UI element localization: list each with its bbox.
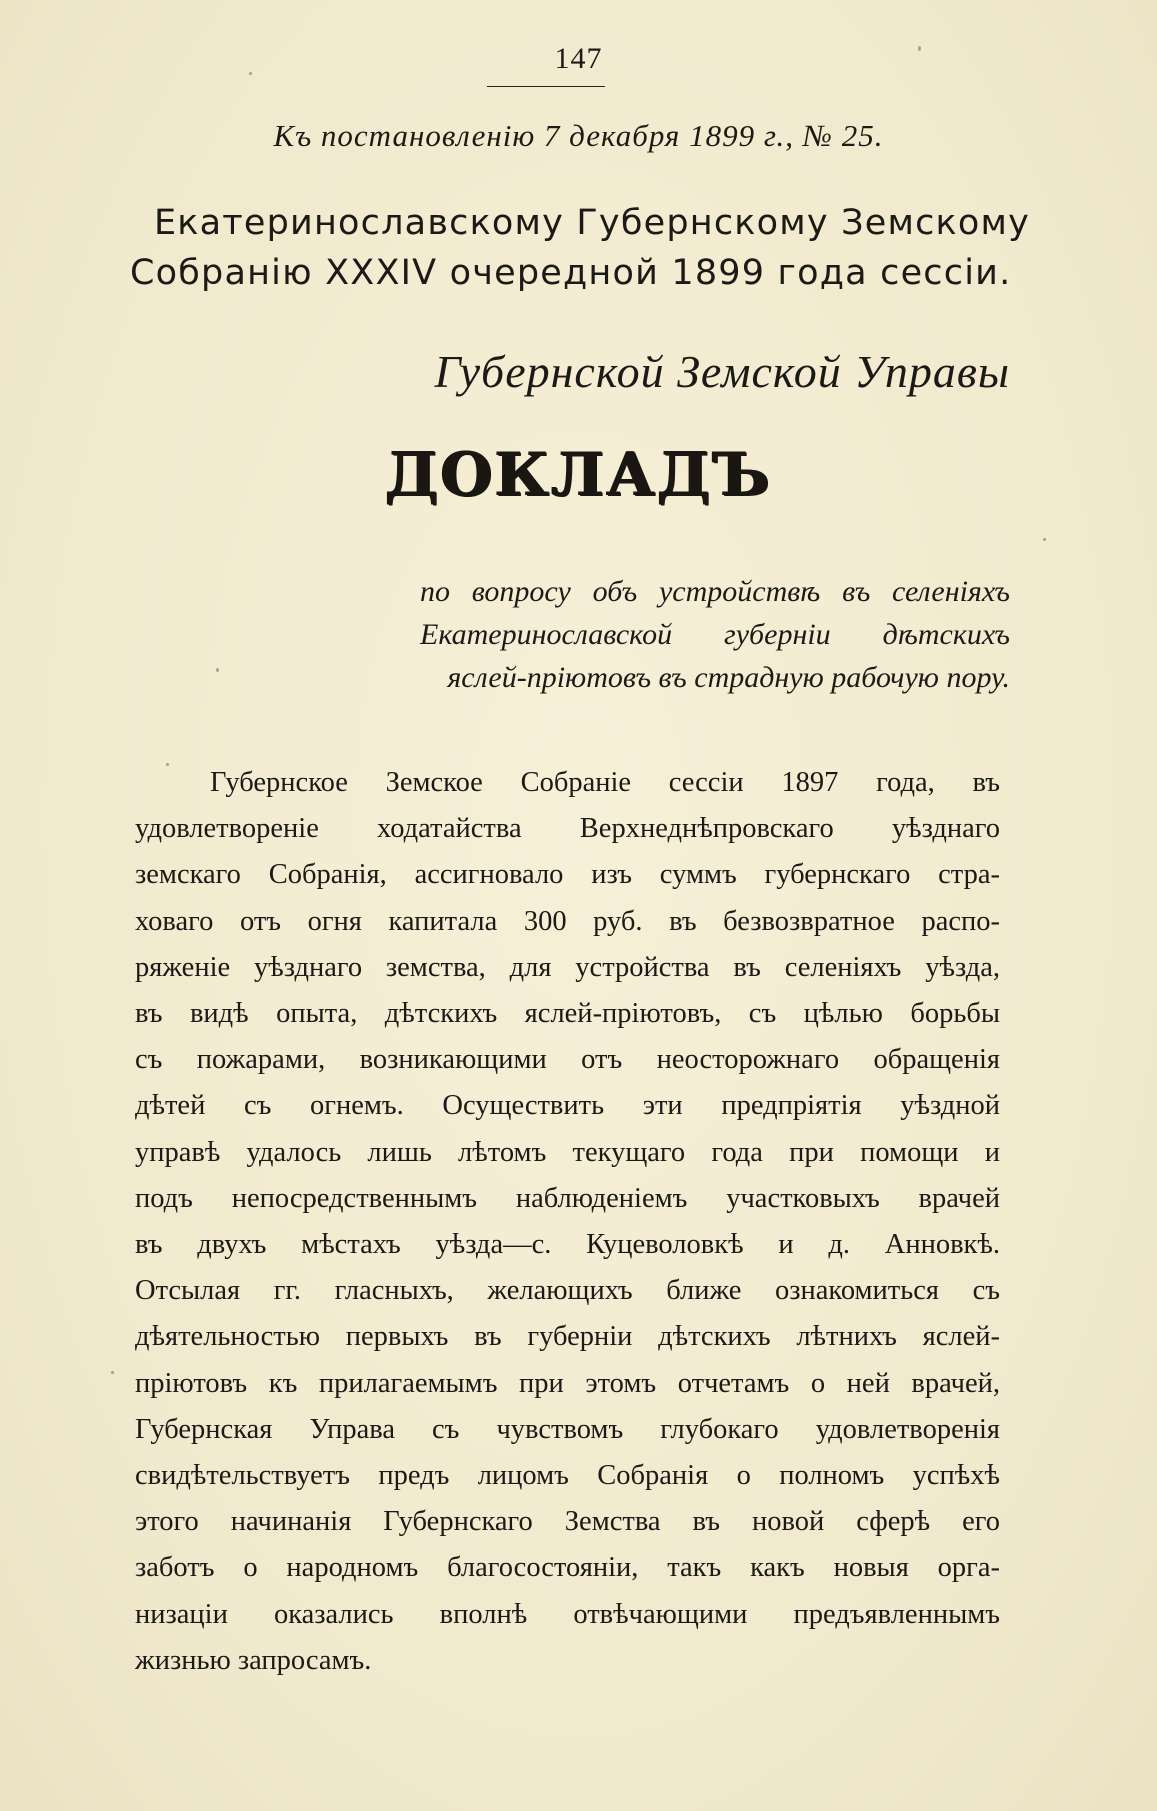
- paper-speck: [216, 668, 219, 672]
- body-line: ховаго отъ огня капитала 300 руб. въ безвозвратное распо-: [135, 905, 1000, 937]
- resolution-reference: Къ постановленію 7 декабря 1899 г., № 25.: [273, 118, 884, 153]
- addressee-block: [130, 198, 1030, 298]
- body-line: заботъ о народномъ благосостояніи, такъ какъ новыя орга-: [135, 1552, 1000, 1584]
- body-paragraph: [135, 760, 1000, 1684]
- page-number: 147: [554, 42, 603, 75]
- body-line: съ пожарами, возникающими отъ неосторожнаго обращенія: [135, 1044, 1000, 1076]
- body-line: жизнью запросамъ.: [135, 1644, 372, 1676]
- body-line: земскаго Собранія, ассигновало изъ суммъ губернскаго стра-: [135, 859, 1000, 891]
- board-heading: Губернской Земской Управы: [434, 346, 1010, 397]
- addressee-line-1: Екатеринославскому Губернскому Земскому: [153, 203, 1030, 243]
- body-line: свидѣтельствуетъ предъ лицомъ Собранія о полномъ успѣхѣ: [135, 1460, 1000, 1492]
- body-line: въ видѣ опыта, дѣтскихъ яслей-пріютовъ, съ цѣлью борьбы: [135, 998, 1000, 1030]
- body-line: дѣтей съ огнемъ. Осуществить эти предпріятія уѣздной: [135, 1090, 1000, 1122]
- body-line: Губернская Управа съ чувствомъ глубокаго удовлетворенія: [135, 1413, 1000, 1445]
- addressee-line-2: Собранію XXXIV очередной 1899 года сессіи.: [130, 253, 1012, 293]
- subject-line: яслей-пріютовъ въ страдную рабочую пору.: [447, 661, 1010, 694]
- body-line: пріютовъ къ прилагаемымъ при этомъ отчетамъ о ней врачей,: [135, 1367, 1000, 1399]
- body-line: въ двухъ мѣстахъ уѣзда—с. Куцеволовкѣ и д. Анновкѣ.: [135, 1229, 1000, 1261]
- paper-speck: [111, 1371, 114, 1374]
- body-line: низаціи оказались вполнѣ отвѣчающими предъявленнымъ: [135, 1598, 1000, 1630]
- subject-line: по вопросу объ устройствѣ въ селеніяхъ: [420, 575, 1010, 608]
- paper-speck: [249, 72, 252, 75]
- body-line: управѣ удалось лишь лѣтомъ текущаго года при помощи и: [135, 1136, 1000, 1168]
- body-line: удовлетвореніе ходатайства Верхнеднѣпровскаго уѣзднаго: [135, 813, 1000, 845]
- body-line: Отсылая гг. гласныхъ, желающихъ ближе ознакомиться съ: [135, 1275, 1000, 1307]
- body-line: подъ непосредственнымъ наблюденіемъ участковыхъ врачей: [135, 1182, 1000, 1214]
- paper-speck: [918, 46, 921, 51]
- subject-line: Екатеринославской губерніи дѣтскихъ: [420, 618, 1010, 651]
- report-subject: [420, 570, 1010, 699]
- body-line: этого начинанія Губернскаго Земства въ новой сферѣ его: [135, 1506, 1000, 1538]
- paper-speck: [166, 763, 169, 766]
- body-line: дѣятельностью первыхъ въ губерніи дѣтскихъ лѣтнихъ яслей-: [135, 1321, 1000, 1353]
- paper-speck: [1043, 538, 1046, 541]
- body-line: ряженіе уѣзднаго земства, для устройства въ селеніяхъ уѣзда,: [135, 951, 1000, 983]
- body-line: Губернское Земское Собраніе сессіи 1897 года, въ: [210, 767, 1000, 798]
- page-number-rule: [487, 86, 605, 87]
- report-title: ДОКЛАДЪ: [385, 440, 772, 510]
